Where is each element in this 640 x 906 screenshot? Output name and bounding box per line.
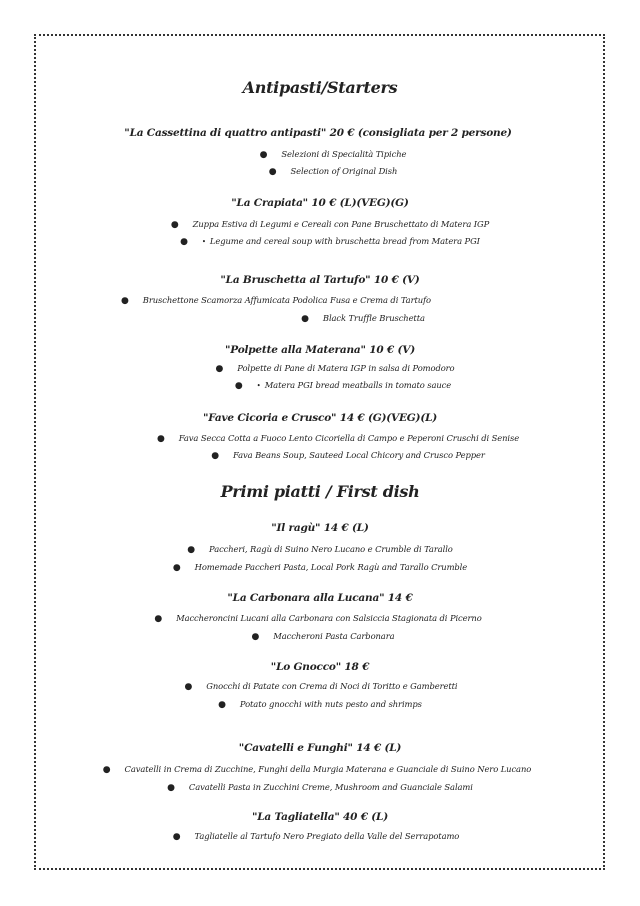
bullet-icon: ●: [234, 381, 243, 391]
bullet-icon: ●: [156, 434, 165, 444]
bullet-icon: ●: [172, 832, 181, 842]
bullet-icon: ●: [121, 296, 129, 306]
dish-title: "Lo Gnocco" 18 €: [270, 661, 370, 673]
dish-item: ● Maccheroni Pasta Carbonara: [251, 631, 395, 642]
bullet-icon: ●: [251, 632, 260, 642]
dish-item: ● Paccheri, Ragù di Suino Nero Lucano e Crumble di Tarallo: [187, 544, 453, 555]
bullet-icon: ●: [172, 563, 181, 573]
dish-item: ● Fava Beans Soup, Sauteed Local Chicory and Crusco Pepper: [211, 450, 485, 461]
dish-title: "Il ragù" 14 € (L): [271, 522, 369, 534]
dish-item: ● • Matera PGI bread meatballs in tomato sauce: [234, 380, 452, 391]
dish-item: ● Selezioni di Specialità Tipiche: [259, 149, 407, 160]
bullet-icon: ●: [211, 451, 219, 461]
dish-item: ● Cavatelli in Crema di Zucchine, Funghi della Murgia Materana e Guanciale di Suino Nero Lucano: [102, 764, 532, 775]
bullet-icon: ●: [301, 314, 309, 324]
dish-item: ● Black Truffle Bruschetta: [301, 313, 425, 324]
bullet-icon: ●: [154, 614, 163, 624]
dish-item: ● Maccheroncini Lucani alla Carbonara con Salsiccia Stagionata di Picerno: [154, 613, 482, 624]
dish-title: "La Carbonara alla Lucana" 14 €: [227, 592, 413, 604]
dish-item: ● Bruschettone Scamorza Affumicata Podolica Fusa e Crema di Tartufo: [121, 295, 431, 306]
bullet-icon: •: [256, 382, 261, 390]
dish-item: ● Gnocchi di Patate con Crema di Noci di Toritto e Gamberetti: [184, 681, 458, 692]
bullet-icon: ●: [187, 545, 196, 555]
dish-item: ● Fava Secca Cotta a Fuoco Lento Cicoriella di Campo e Peperoni Cruschi di Senise: [156, 433, 520, 444]
dish-title: "La Cassettina di quattro antipasti" 20 € (consigliata per 2 persone): [124, 127, 512, 139]
bullet-icon: ●: [268, 167, 277, 177]
bullet-icon: ●: [170, 220, 179, 230]
bullet-icon: ●: [167, 783, 175, 793]
bullet-icon: ●: [102, 765, 111, 775]
dish-item: ● Homemade Paccheri Pasta, Local Pork Ragù and Tarallo Crumble: [172, 562, 468, 573]
section-title-starters: Antipasti/Starters: [242, 78, 398, 97]
dish-title: "Cavatelli e Funghi" 14 € (L): [238, 742, 402, 754]
dish-title: "Fave Cicoria e Crusco" 14 € (G)(VEG)(L): [202, 412, 438, 424]
dish-title: "Polpette alla Materana" 10 € (V): [225, 344, 415, 356]
dish-title: "La Bruschetta al Tartufo" 10 € (V): [220, 274, 420, 286]
dish-item: ● Cavatelli Pasta in Zucchini Creme, Mushroom and Guanciale Salami: [167, 782, 473, 793]
bullet-icon: ●: [184, 682, 193, 692]
dish-item: ● Potato gnocchi with nuts pesto and shrimps: [218, 699, 422, 710]
bullet-icon: ●: [215, 364, 224, 374]
dish-title: "La Tagliatella" 40 € (L): [251, 811, 389, 823]
dish-title: "La Crapiata" 10 € (L)(VEG)(G): [231, 197, 409, 209]
bullet-icon: ●: [180, 237, 188, 247]
dish-item: ● Tagliatelle al Tartufo Nero Pregiato della Valle del Serrapotamo: [172, 831, 460, 842]
dish-item: ● Zuppa Estiva di Legumi e Cereali con Pane Bruschettato di Matera IGP: [170, 219, 490, 230]
bullet-icon: ●: [218, 700, 226, 710]
dish-item: ● • Legume and cereal soup with bruschetta bread from Matera PGI: [180, 236, 480, 247]
bullet-icon: •: [201, 238, 206, 246]
dish-item: ● Selection of Original Dish: [268, 166, 398, 177]
section-title-first-dish: Primi piatti / First dish: [220, 482, 420, 501]
dish-item: ● Polpette di Pane di Matera IGP in salsa di Pomodoro: [215, 363, 455, 374]
bullet-icon: ●: [259, 150, 268, 160]
